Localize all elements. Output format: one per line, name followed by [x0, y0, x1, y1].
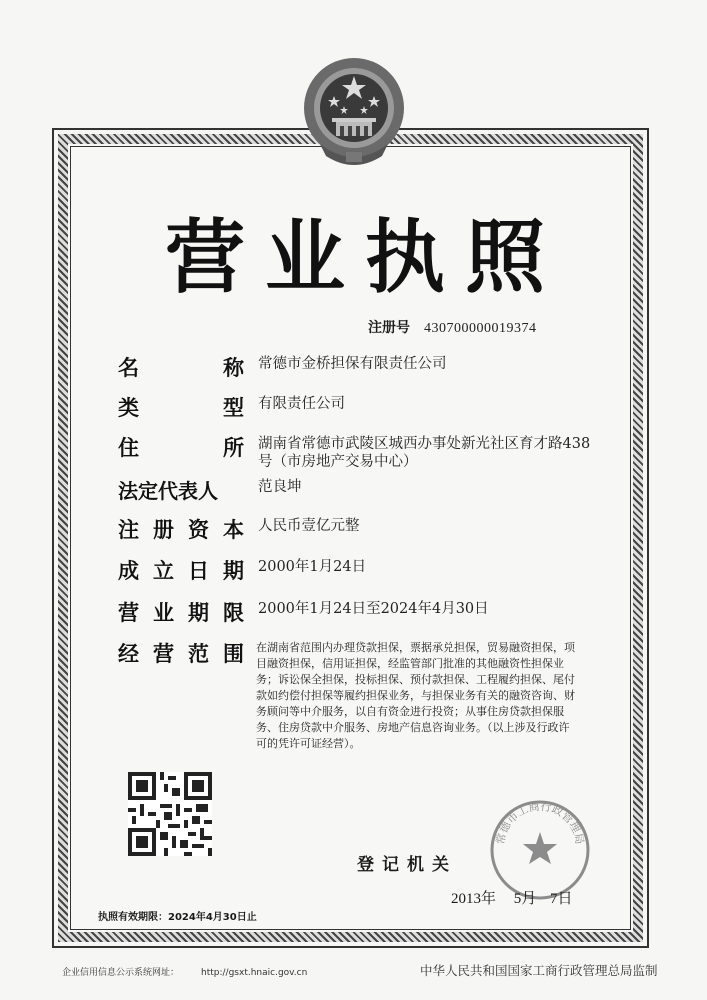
field-label: 期: [223, 559, 244, 583]
footer-system: [62, 965, 307, 978]
issue-day-suffix: 日: [557, 891, 573, 907]
footer-issuer: 中华人民共和国国家工商行政管理总局监制: [420, 963, 658, 978]
field-label: 本: [223, 518, 244, 542]
field-label: 册: [153, 518, 174, 542]
registration-number: [368, 317, 537, 338]
field-label: 限: [223, 601, 244, 625]
address-line: 湖南省常德市武陵区城西办事处新光社区育才路438: [258, 436, 591, 452]
field-capital: [118, 514, 618, 544]
field-label: 经: [118, 642, 139, 666]
field-label: 营: [153, 642, 174, 666]
field-label: 称: [223, 356, 244, 380]
issue-date: [451, 887, 573, 908]
field-label: 范: [188, 642, 209, 666]
field-name: [118, 352, 618, 382]
scope-line: 务；诉讼保全担保，投标担保、预付款担保、工程履约担保、尾付: [256, 673, 575, 686]
issue-day: 7: [550, 891, 558, 907]
qr-code-icon[interactable]: [128, 772, 212, 856]
field-label: 类: [118, 396, 139, 420]
scope-line: 在湖南省范围内办理贷款担保，票据承兑担保，贸易融资担保，项: [256, 641, 575, 654]
field-label: 注: [118, 518, 139, 542]
field-founded: [118, 555, 618, 585]
company-name: 常德市金桥担保有限责任公司: [258, 356, 447, 372]
scope-line: 可的凭许可证经营）。: [256, 737, 361, 750]
title-char: 照: [465, 210, 545, 304]
field-legal-rep: [118, 475, 618, 504]
field-label: 成: [118, 559, 139, 583]
title-char: 执: [365, 210, 445, 304]
field-scope: [118, 638, 618, 752]
field-label: 业: [153, 601, 174, 625]
field-address: [118, 432, 618, 471]
registration-value: 430700000019374: [424, 321, 537, 336]
registration-label: 注册号: [368, 320, 410, 336]
registered-capital: 人民币壹亿元整: [258, 518, 360, 534]
title-char: 业: [265, 210, 345, 304]
field-label: 法定代表人: [118, 479, 218, 503]
issue-year: 2013年: [451, 891, 497, 907]
footer-system-label: 企业信用信息公示系统网址：: [62, 968, 180, 978]
scope-line: 务、住房贷款中介服务、房地产信息咨询业务。（以上涉及行政许: [256, 721, 570, 734]
field-label: 期: [188, 601, 209, 625]
company-address: [258, 432, 590, 471]
document-title: [160, 200, 550, 304]
scope-line: 款如约偿付担保等履约担保业务，与担保业务有关的融资咨询、财: [256, 689, 575, 702]
field-label: 营: [118, 601, 139, 625]
field-label: 日: [188, 559, 209, 583]
field-type: [118, 392, 618, 422]
field-label: 围: [223, 642, 244, 666]
company-type: 有限责任公司: [258, 396, 345, 412]
legal-representative: 范良坤: [258, 479, 302, 495]
registration-authority: 登记机关: [357, 855, 457, 875]
field-term: [118, 597, 618, 627]
issue-month-suffix: 月: [521, 891, 537, 907]
field-label: 所: [223, 436, 244, 460]
founded-date: 2000年1月24日: [258, 559, 367, 575]
license-expiry: 执照有效期限：2024年4月30日止: [98, 912, 257, 923]
scope-line: 目融资担保，信用证担保，经监管部门批准的其他融资性担保业: [256, 657, 564, 670]
field-label: 资: [188, 518, 209, 542]
field-label: 立: [153, 559, 174, 583]
address-line: 号（市房地产交易中心）: [258, 454, 418, 470]
field-label: 型: [223, 396, 244, 420]
field-label: 住: [118, 436, 139, 460]
title-char: 营: [165, 210, 245, 304]
scope-line: 务顾问等中介服务，以自有资金进行投资；从事住房贷款担保服: [256, 705, 564, 718]
field-label: 名: [118, 356, 139, 380]
national-emblem-icon: [290, 52, 418, 172]
issue-month: 5: [513, 891, 522, 907]
business-term: 2000年1月24日至2024年4月30日: [258, 601, 489, 617]
footer-url-link[interactable]: http://gsxt.hnaic.gov.cn: [201, 968, 308, 978]
business-scope: [256, 638, 598, 752]
seal-text: 常德市工商行政管理局: [493, 799, 587, 846]
